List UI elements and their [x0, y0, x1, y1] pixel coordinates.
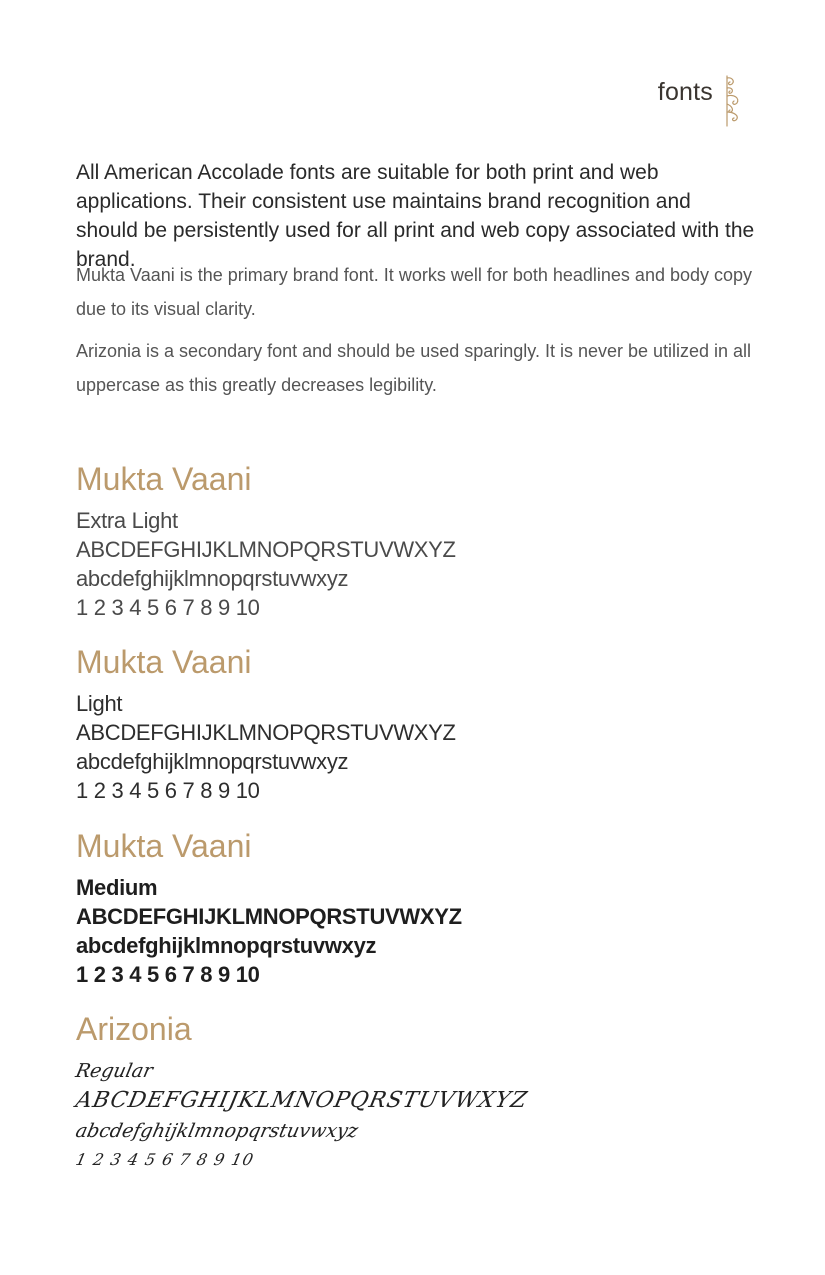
font-name: Mukta Vaani — [76, 461, 252, 497]
uppercase-sample: ABCDEFGHIJKLMNOPQRSTUVWXYZ — [76, 720, 456, 745]
primary-font-description: Mukta Vaani is the primary brand font. It works well for both headlines and body copy due to its visual clarity. — [76, 265, 753, 319]
uppercase-sample: ABCDEFGHIJKLMNOPQRSTUVWXYZ — [76, 904, 462, 929]
page-title: fonts — [657, 78, 713, 106]
font-name: Arizonia — [76, 1011, 192, 1047]
font-name: Mukta Vaani — [76, 828, 252, 864]
font-sample-mukta-extra-light — [76, 460, 776, 622]
font-sample-mukta-medium — [76, 827, 776, 989]
lowercase-sample: abcdefghijklmnopqrstuvwxyz — [76, 933, 377, 958]
lowercase-sample: abcdefghijklmnopqrstuvwxyz — [73, 1120, 361, 1142]
flourish-icon — [722, 74, 750, 128]
numbers-sample: 1 2 3 4 5 6 7 8 9 10 — [76, 962, 260, 987]
numbers-sample: 1 2 3 4 5 6 7 8 9 10 — [74, 1150, 256, 1169]
secondary-font-description: Arizonia is a secondary font and should be used sparingly. It is never be utilized in all uppercase as this greatly decreases legibility. — [76, 341, 752, 395]
font-name: Mukta Vaani — [76, 644, 252, 680]
uppercase-sample: ABCDEFGHIJKLMNOPQRSTUVWXYZ — [73, 1088, 530, 1113]
font-sample-mukta-light — [76, 643, 776, 805]
intro-paragraph: All American Accolade fonts are suitable for both print and web applications. Their consistent use maintains brand recognition and should be persistently used for all print and web copy associated with the brand. — [76, 161, 755, 271]
numbers-sample: 1 2 3 4 5 6 7 8 9 10 — [76, 778, 260, 803]
lowercase-sample: abcdefghijklmnopqrstuvwxyz — [76, 749, 349, 774]
numbers-sample: 1 2 3 4 5 6 7 8 9 10 — [76, 595, 260, 620]
font-style: Medium — [76, 875, 158, 900]
font-style: Extra Light — [76, 508, 178, 533]
uppercase-sample: ABCDEFGHIJKLMNOPQRSTUVWXYZ — [76, 537, 456, 562]
lowercase-sample: abcdefghijklmnopqrstuvwxyz — [76, 566, 349, 591]
font-style: Regular — [73, 1060, 155, 1082]
font-style: Light — [76, 691, 123, 716]
font-sample-arizonia-regular — [73, 1010, 776, 1174]
